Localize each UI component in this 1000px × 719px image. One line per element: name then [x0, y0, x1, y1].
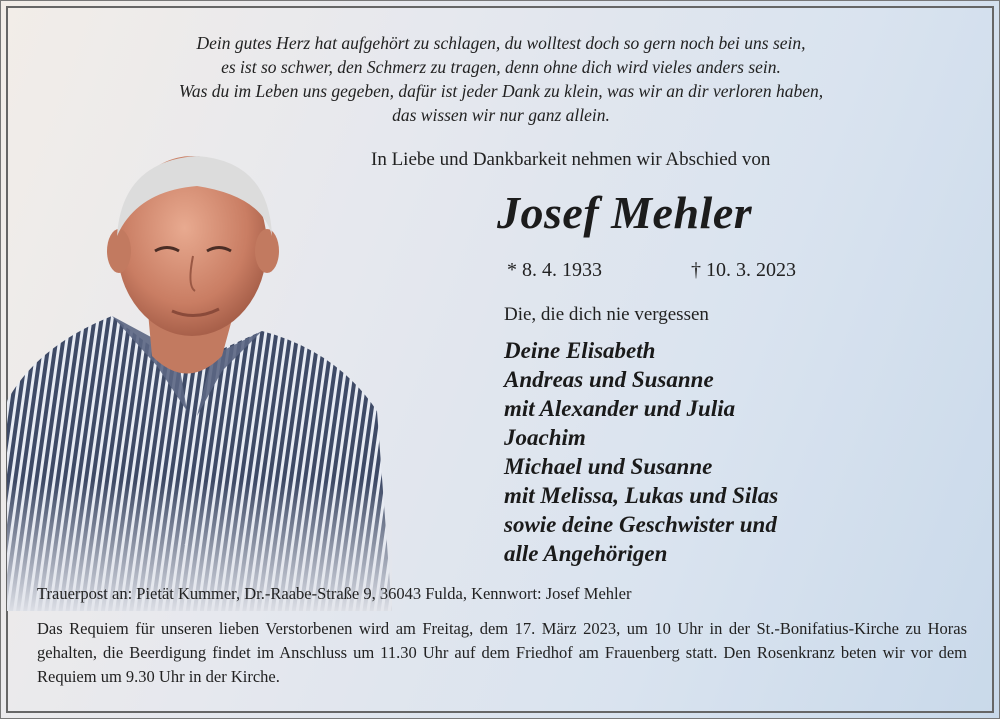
portrait-photo [7, 151, 392, 611]
mourner-line: Andreas und Susanne [504, 367, 714, 392]
deceased-name: Josef Mehler [497, 187, 753, 238]
poem-line: Dein gutes Herz hat aufgehört zu schlagen, du wolltest doch so gern noch bei uns sein, [196, 33, 806, 53]
mourners-list [504, 336, 778, 568]
mourners-intro: Die, die dich nie vergessen [504, 304, 709, 325]
mourner-line: mit Alexander und Julia [504, 396, 736, 421]
death-date: † 10. 3. 2023 [691, 259, 796, 281]
poem-line: das wissen wir nur ganz allein. [392, 105, 610, 125]
mourner-line: mit Melissa, Lukas und Silas [504, 483, 779, 508]
service-details: Das Requiem für unseren lieben Verstorbenen wird am Freitag, dem 17. März 2023, um 10 Uhr in der St.-Bonifatius-Kirche zu Horas gehalten, die Beerdigung findet im Anschluss um 11.30 Uhr auf dem Friedhof am Frauenberg statt. Den Rosenkranz beten wir vor dem Requiem um 9.30 Uhr in der Kirche. [37, 619, 967, 686]
mourner-line: Michael und Susanne [504, 454, 713, 479]
poem [31, 31, 971, 127]
mourner-line: alle Angehörigen [504, 541, 668, 566]
mourner-line: sowie deine Geschwister und [504, 512, 777, 537]
mourner-line: Deine Elisabeth [504, 338, 656, 363]
mourner-line: Joachim [504, 425, 586, 450]
poem-line: Was du im Leben uns gegeben, dafür ist jeder Dank zu klein, was wir an dir verloren haben, [178, 81, 824, 101]
birth-date: * 8. 4. 1933 [507, 259, 602, 281]
farewell-intro: In Liebe und Dankbarkeit nehmen wir Abschied von [371, 149, 771, 170]
trauerpost-address: Trauerpost an: Pietät Kummer, Dr.-Raabe-Straße 9, 36043 Fulda, Kennwort: Josef Mehler [37, 584, 632, 603]
poem-line: es ist so schwer, den Schmerz zu tragen, denn ohne dich wird vieles anders sein. [221, 57, 781, 77]
